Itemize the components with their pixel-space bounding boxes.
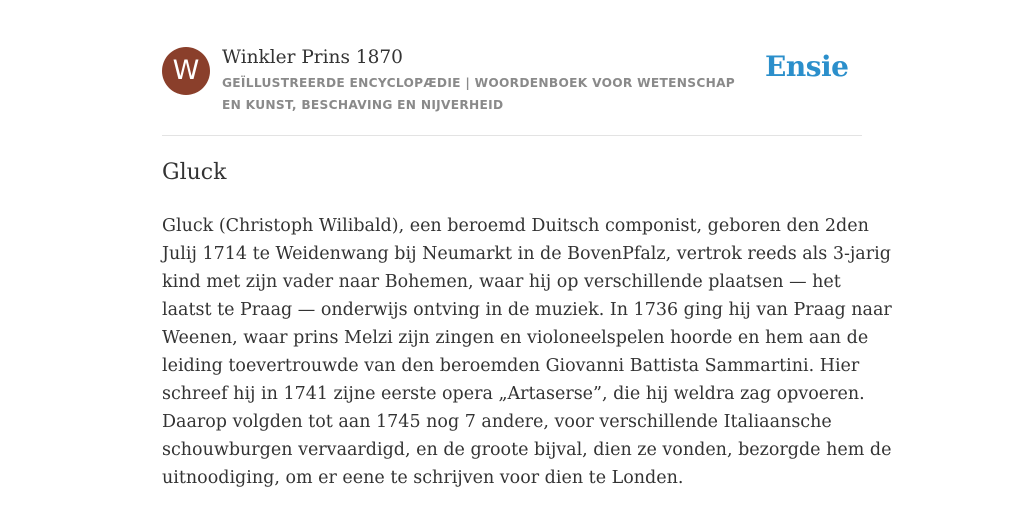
source-subtitle: GEÏLLUSTREERDE ENCYCLOPÆDIE | WOORDENBOEK VOOR WETENSCHAP EN KUNST, BESCHAVING EN NIJVERHEID [222,76,736,112]
body-line: kind met zijn vader naar Bohemen, waar hij op verschillende plaatsen — het [162,272,841,292]
article-body [162,212,892,492]
body-line: schreef hij in 1741 zijne eerste opera „Artaserse”, die hij weldra zag opvoeren. [162,384,865,404]
divider [162,135,862,136]
body-line: Daarop volgden tot aan 1745 nog 7 andere, voor verschillende Italiaansche [162,412,832,432]
body-line: Weenen, waar prins Melzi zijn zingen en violoneelspelen hoorde en hem aan de [162,328,869,348]
body-line: laatst te Praag — onderwijs ontving in de muziek. In 1736 ging hij van Praag naar [162,300,892,320]
body-line: uitnoodiging, om er eene te schrijven voor dien te Londen. [162,468,684,488]
body-line: Gluck (Christoph Wilibald), een beroemd Duitsch componist, geboren den 2den [162,216,869,236]
source-title[interactable]: Winkler Prins 1870 [222,47,403,68]
avatar[interactable]: W [162,47,210,95]
ensie-logo[interactable]: Ensie [765,50,849,83]
body-line: schouwburgen vervaardigd, en de groote bijval, dien ze vonden, bezorgde hem de [162,440,892,460]
body-line: leiding toevertrouwde van den beroemden Giovanni Battista Sammartini. Hier [162,356,860,376]
body-line: Julij 1714 te Weidenwang bij Neumarkt in de BovenPfalz, vertrok reeds als 3-jarig [162,244,891,264]
article-title: Gluck [162,160,227,185]
